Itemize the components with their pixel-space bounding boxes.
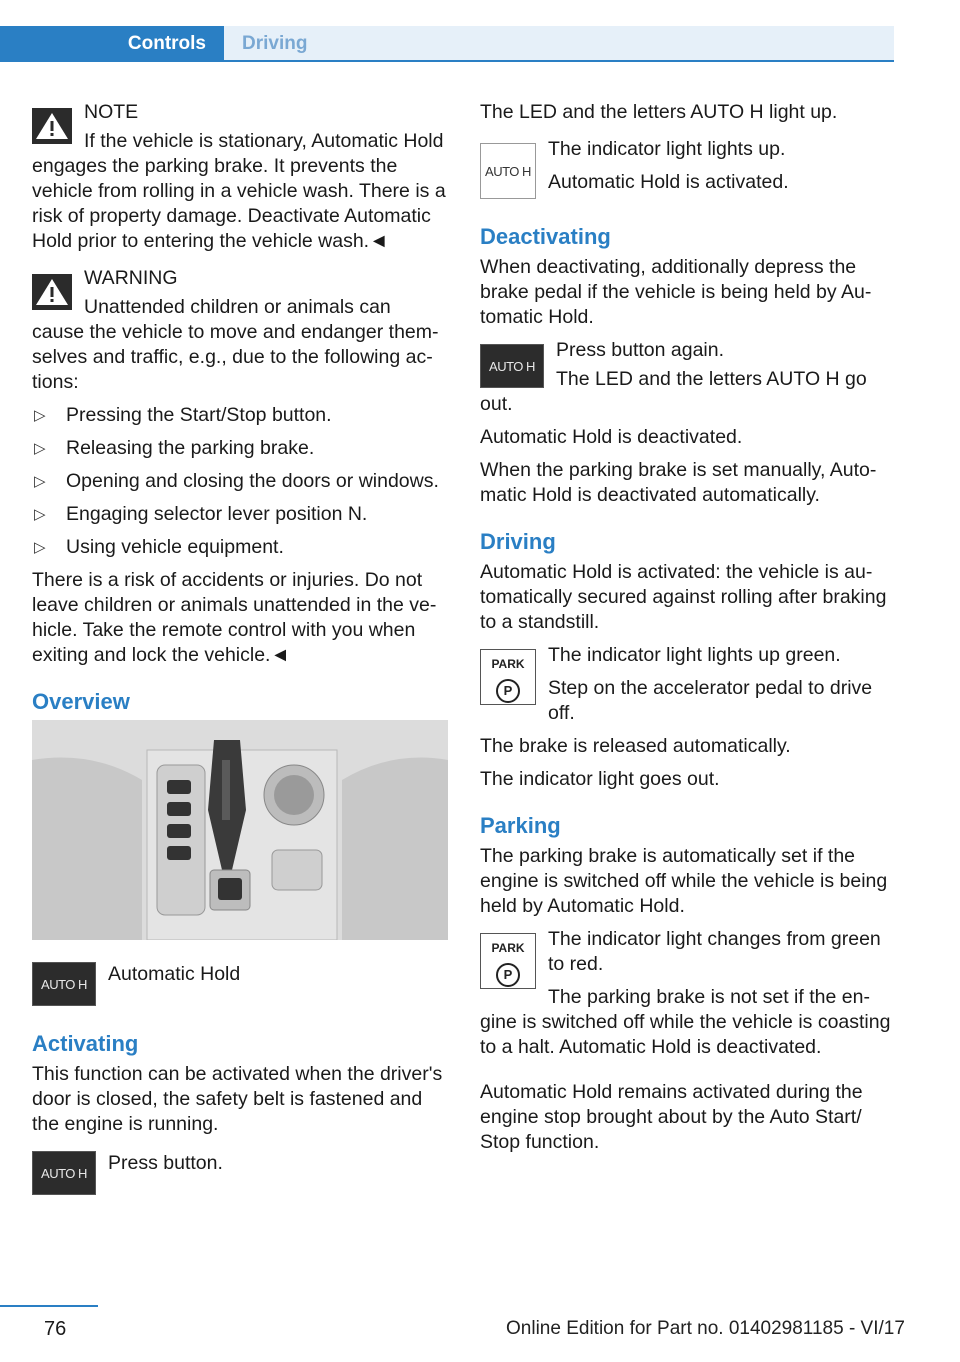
list-item: ▷ Opening and closing the doors or windows. [34,470,439,492]
right-column [480,100,892,1163]
list-item: ▷ Pressing the Start/Stop button. [34,404,332,426]
left-column [32,100,448,1199]
note-title: NOTE [84,101,139,123]
changes-color-text: The indicator light changes from green to red. [548,928,881,975]
step-on-text: Step on the accelerator pedal to drive off. [548,677,873,724]
light-out-text: The indicator light goes out. [480,768,720,790]
list-item: ▷ Using vehicle equipment. [34,536,284,558]
park-p-symbol: P [496,679,520,703]
warning-triangle-icon [32,274,72,310]
header-rule [0,60,894,62]
deactivating-text: When deactivating, additionally depress the brake pedal if the vehicle is being held by Automatic Hold. [480,256,872,328]
list-item: ▷ Releasing the parking brake. [34,437,315,459]
activated-text: Automatic Hold is activated. [548,171,789,193]
indicator-lights-text: The indicator light lights up. [548,138,786,160]
brake-released-text: The brake is released automatically. [480,735,791,757]
deactivated-text: Automatic Hold is deactivated. [480,426,743,448]
list-item: ▷ Engaging selector lever position N. [34,503,368,525]
park-brake-indicator-icon [480,933,536,989]
triangle-bullet-icon: ▷ [34,473,46,490]
chapter-tabs [0,26,894,62]
footer-rule [0,1305,98,1307]
park-p-symbol: P [496,963,520,987]
warning-text: Unattended children or animals can cause the vehicle to move and endanger themselves and traffic, e.g., due to the following actions: [32,296,439,393]
overview-heading: Overview [32,689,130,714]
warning-triangle-icon [32,108,72,144]
center-console-photo [32,720,448,940]
auto-h-button-icon: AUTO H [480,344,544,388]
auto-h-indicator-icon: AUTO H [480,143,536,199]
press-button-text: Press button. [108,1152,223,1174]
edition-footer: Online Edition for Part no. 01402981185 - VI/17 [506,1318,905,1339]
activating-text: This function can be activated when the driver's door is closed, the safety belt is fastened and the engine is running. [32,1063,443,1135]
warning-end-text: There is a risk of accidents or injuries. Do not leave children or animals unattended in the vehicle. Take the remote control with you when exiting and lock the vehicle.◄ [32,569,437,666]
driving-text: Automatic Hold is activated: the vehicle is automatically secured against rolling after braking to a standstill. [480,561,887,633]
not-set-text: The parking brake is not set if the engine is switched off while the vehicle is coasting to a halt. Automatic Hold is deactivated. [480,986,891,1058]
press-again-text: Press button again. [556,339,725,361]
park-brake-indicator-icon [480,649,536,705]
parking-heading: Parking [480,813,561,838]
green-light-text: The indicator light lights up green. [548,644,841,666]
tab-driving[interactable]: Driving [224,26,894,62]
warning-title: WARNING [84,267,178,289]
driving-heading: Driving [480,529,556,554]
auto-h-button-icon: AUTO H [32,962,96,1006]
manual-set-text: When the parking brake is set manually, Automatic Hold is deactivated automatically. [480,459,877,506]
led-text: The LED and the letters AUTO H light up. [480,101,838,123]
activating-heading: Activating [32,1031,139,1056]
triangle-bullet-icon: ▷ [34,407,46,424]
park-label: PARK [491,940,525,955]
triangle-bullet-icon: ▷ [34,539,46,556]
triangle-bullet-icon: ▷ [34,506,46,523]
note-text: If the vehicle is stationary, Automatic Hold engages the parking brake. It prevents the vehicle from rolling in a vehicle wash. There is a risk of property damage. Deactivate Automatic Hold prior to entering the vehicle wash.◄ [32,130,446,252]
deactivating-heading: Deactivating [480,224,611,249]
warning-bullet-list [32,403,448,560]
page-number: 76 [44,1318,67,1340]
park-label: PARK [491,656,525,671]
overview-caption: Automatic Hold [108,963,241,985]
led-out-text: The LED and the letters AUTO H go out. [480,368,867,415]
parking-text: The parking brake is automatically set if the engine is switched off while the vehicle is being held by Automatic Hold. [480,845,888,917]
remains-text: Automatic Hold remains activated during the engine stop brought about by the Auto Start/ Stop function. [480,1081,863,1153]
triangle-bullet-icon: ▷ [34,440,46,457]
tab-controls[interactable]: Controls [0,26,224,62]
auto-h-button-icon: AUTO H [32,1151,96,1195]
